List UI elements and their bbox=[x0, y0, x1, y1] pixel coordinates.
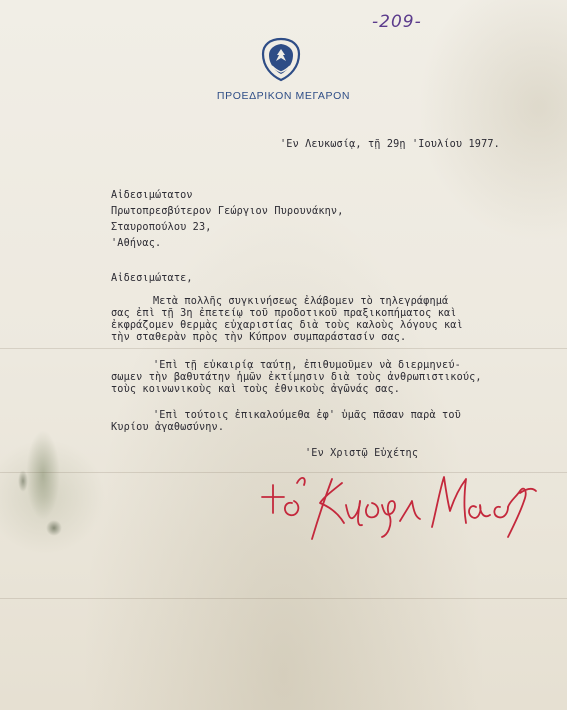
recipient-street: Σταυροπούλου 23, bbox=[111, 222, 212, 233]
place-date: 'Εν Λευκωσίᾳ, τῇ 29ῃ 'Ιουλίου 1977. bbox=[280, 139, 500, 150]
body-line: σας ἐπὶ τῇ 3η ἐπετείῳ τοῦ προδοτικοῦ πραξικοπήματος καὶ bbox=[111, 308, 457, 319]
cyprus-emblem-icon bbox=[259, 36, 303, 82]
recipient-honorific: Αἰδεσιμώτατον bbox=[111, 190, 193, 201]
ink-stain bbox=[18, 470, 28, 492]
body-line: Μετὰ πολλῆς συγκινήσεως ἐλάβομεν τὸ τηλεγράφημά bbox=[153, 296, 449, 307]
body-line: 'Επὶ τῇ εὐκαιρίᾳ ταύτῃ, ἐπιθυμοῦμεν νὰ διερμηνεύ- bbox=[153, 360, 461, 371]
body-line: σωμεν τὴν βαθυτάτην ἡμῶν ἐκτίμησιν διὰ τοὺς ἀνθρωπιστικούς, bbox=[111, 372, 482, 383]
salutation: Αἰδεσιμώτατε, bbox=[111, 273, 193, 284]
body-line: ἐκφράζομεν θερμὰς εὐχαριστίας διὰ τοὺς καλοὺς λόγους καὶ bbox=[111, 320, 463, 331]
body-line: τὴν σταθερὰν πρὸς τὴν Κύπρον συμπαράστασίν σας. bbox=[111, 332, 407, 343]
ink-stain bbox=[26, 430, 60, 520]
ref-number: -209- bbox=[372, 12, 422, 32]
ink-stain bbox=[46, 520, 62, 536]
paper-fold bbox=[0, 348, 567, 349]
body-line: 'Επὶ τούτοις ἐπικαλούμεθα ἐφ' ὑμᾶς πᾶσαν παρὰ τοῦ bbox=[153, 410, 461, 421]
paper-fold bbox=[0, 598, 567, 599]
closing: 'Εν Χριστῷ Εὐχέτης bbox=[305, 448, 419, 459]
body-line: τοὺς κοινωνικοὺς καὶ τοὺς ἐθνικοὺς ἀγῶνάς σας. bbox=[111, 384, 401, 395]
recipient-city: 'Αθήνας. bbox=[111, 238, 162, 249]
letterhead-title: ΠΡΟΕΔΡΙΚΟΝ ΜΕΓΑΡΟΝ bbox=[216, 90, 351, 102]
signature bbox=[250, 455, 540, 555]
body-line: Κυρίου ἀγαθωσύνην. bbox=[111, 422, 225, 433]
recipient-name: Πρωτοπρεσβύτερον Γεώργιον Πυρουνάκην, bbox=[111, 206, 344, 217]
